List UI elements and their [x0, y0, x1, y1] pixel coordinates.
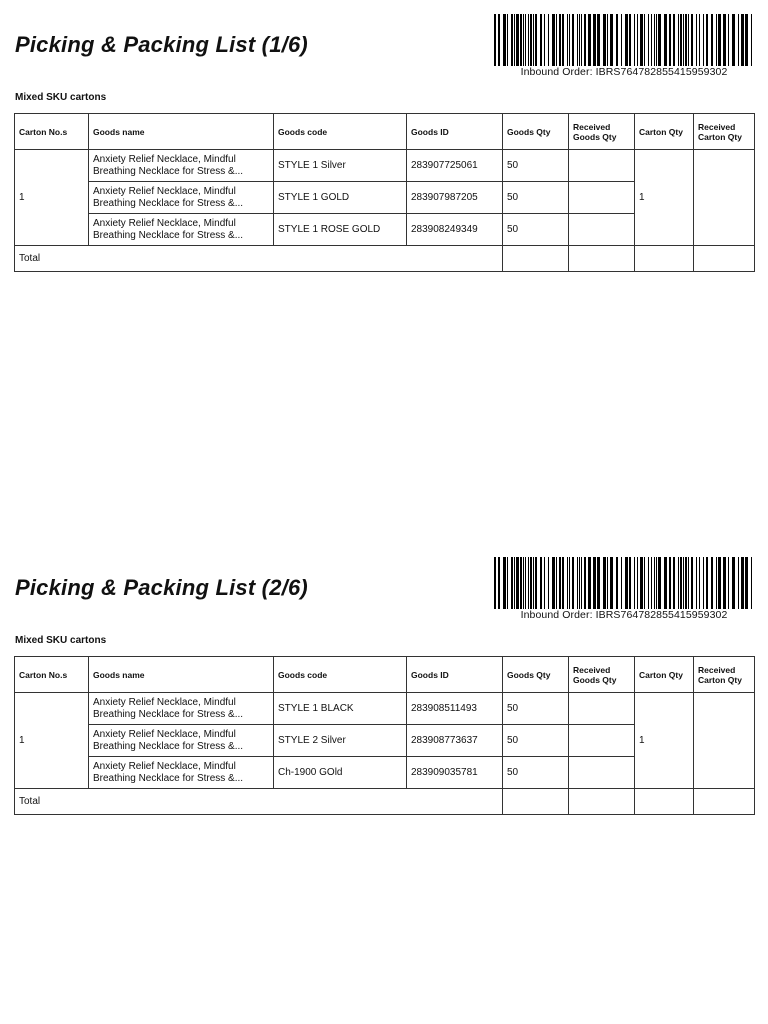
goods-name-cell: [89, 757, 274, 789]
barcode-bar: [610, 557, 613, 609]
section-subtitle: Mixed SKU cartons: [15, 635, 107, 646]
goods-code-cell: STYLE 1 Silver: [274, 150, 407, 182]
barcode-bar: [523, 14, 524, 66]
total-label: Total: [15, 246, 503, 272]
col-header-carton-no: Carton No.s: [15, 657, 89, 693]
barcode-bar: [514, 14, 515, 66]
barcode-bar: [648, 14, 649, 66]
barcode-bar: [678, 14, 679, 66]
barcode-bar: [696, 557, 697, 609]
barcode-bar: [559, 14, 561, 66]
barcode-bar: [723, 557, 726, 609]
barcode-bar: [552, 14, 555, 66]
barcode-bar: [569, 557, 570, 609]
col-header-goods-qty: Goods Qty: [503, 114, 569, 150]
goods-name-line: Breathing Necklace for Stress &...: [93, 772, 244, 784]
received-goods-qty-cell: [569, 725, 635, 757]
table-row: [15, 693, 755, 725]
barcode-bar: [523, 557, 524, 609]
carton-no-cell: 1: [15, 693, 89, 789]
goods-code-cell: STYLE 1 BLACK: [274, 693, 407, 725]
barcode-bar: [577, 14, 578, 66]
packing-list-sheet-1: [0, 0, 768, 300]
goods-name-cell: [89, 693, 274, 725]
barcode-bar: [644, 557, 645, 609]
received-carton-qty-cell: [694, 693, 755, 789]
barcode-bar: [567, 557, 568, 609]
goods-name-line: Anxiety Relief Necklace, Mindful: [93, 760, 236, 772]
barcode-bar: [703, 557, 704, 609]
barcode-bar: [703, 14, 704, 66]
header-line: Carton Qty: [698, 131, 742, 142]
barcode-bar: [651, 14, 652, 66]
barcode-bar: [562, 557, 564, 609]
barcode-bar: [688, 14, 689, 66]
barcode-bar: [544, 14, 545, 66]
barcode-bar: [678, 557, 679, 609]
barcode-bar: [699, 557, 700, 609]
carton-qty-cell: 1: [635, 693, 694, 789]
packing-list-sheet-2: [0, 543, 768, 843]
barcode-bar: [716, 14, 717, 66]
table-row: [15, 150, 755, 182]
barcode-bar: [621, 14, 622, 66]
header-line: Goods Qty: [573, 131, 617, 142]
page-title: Picking & Packing List (2/6): [15, 575, 308, 600]
col-header-received-carton-qty: [694, 657, 755, 693]
received-goods-qty-cell: [569, 693, 635, 725]
total-goods-qty-cell: [503, 789, 569, 815]
barcode-bar: [629, 14, 631, 66]
barcode-bar: [738, 14, 739, 66]
received-goods-qty-cell: [569, 214, 635, 246]
total-carton-qty-cell: [635, 246, 694, 272]
goods-id-cell: 283909035781: [407, 757, 503, 789]
barcode-bar: [654, 14, 655, 66]
barcode-bar: [738, 557, 739, 609]
barcode-bar: [741, 14, 744, 66]
barcode-bar: [629, 557, 631, 609]
goods-name-line: Anxiety Relief Necklace, Mindful: [93, 153, 236, 165]
goods-code-cell: Ch-1900 GOld: [274, 757, 407, 789]
barcode-bar: [525, 14, 526, 66]
barcode-bar: [530, 557, 532, 609]
received-goods-qty-cell: [569, 757, 635, 789]
col-header-goods-code: Goods code: [274, 114, 407, 150]
received-goods-qty-cell: [569, 150, 635, 182]
header-line: Received: [698, 121, 736, 132]
goods-name-line: Anxiety Relief Necklace, Mindful: [93, 696, 236, 708]
barcode-bar: [673, 14, 675, 66]
barcode-bar: [603, 14, 606, 66]
header-line: Received: [573, 121, 611, 132]
barcode-bar: [728, 14, 729, 66]
barcode-bar: [607, 14, 608, 66]
barcode-bar: [579, 14, 580, 66]
barcode-bar: [577, 557, 578, 609]
barcode-bar: [494, 557, 496, 609]
barcode-bar: [656, 14, 657, 66]
goods-id-cell: 283907987205: [407, 182, 503, 214]
barcode-bar: [691, 557, 693, 609]
barcode-bar: [544, 557, 545, 609]
barcode-bar: [528, 14, 529, 66]
barcode-bar: [664, 14, 667, 66]
barcode-bar: [494, 14, 496, 66]
col-header-goods-id: Goods ID: [407, 657, 503, 693]
barcode-bar: [651, 557, 652, 609]
goods-name-line: Breathing Necklace for Stress &...: [93, 708, 244, 720]
barcode-bar: [581, 14, 582, 66]
section-subtitle: Mixed SKU cartons: [15, 92, 107, 103]
barcode-bar: [556, 14, 557, 66]
barcode-bar: [637, 557, 638, 609]
barcode-bar: [567, 14, 568, 66]
header-line: Received: [698, 664, 736, 675]
total-carton-qty-cell: [635, 789, 694, 815]
barcode-bar: [584, 557, 586, 609]
goods-qty-cell: 50: [503, 693, 569, 725]
barcode-bar: [616, 14, 618, 66]
header-line: Received: [573, 664, 611, 675]
barcode-bar: [503, 14, 506, 66]
barcode-bar: [680, 557, 682, 609]
col-header-received-carton-qty: [694, 114, 755, 150]
barcode-image: [494, 557, 754, 609]
barcode-bar: [688, 557, 689, 609]
goods-name-line: Anxiety Relief Necklace, Mindful: [93, 728, 236, 740]
barcode-bar: [548, 557, 549, 609]
barcode-bar: [535, 14, 537, 66]
header-line: Goods Qty: [573, 674, 617, 685]
barcode-bar: [511, 557, 513, 609]
total-received-goods-qty-cell: [569, 789, 635, 815]
goods-id-cell: 283908773637: [407, 725, 503, 757]
received-goods-qty-cell: [569, 182, 635, 214]
total-goods-qty-cell: [503, 246, 569, 272]
goods-name-line: Anxiety Relief Necklace, Mindful: [93, 217, 236, 229]
barcode-bar: [728, 557, 729, 609]
inbound-order-number: Inbound Order: IBRS764782855415959302: [520, 66, 728, 78]
barcode-bar: [711, 14, 713, 66]
barcode-bar: [507, 14, 508, 66]
total-received-carton-qty-cell: [694, 789, 755, 815]
barcode-bar: [648, 557, 649, 609]
barcode-bar: [562, 14, 564, 66]
barcode-bar: [507, 557, 508, 609]
barcode-bar: [658, 557, 661, 609]
goods-qty-cell: 50: [503, 757, 569, 789]
barcode-image: [494, 14, 754, 66]
barcode-bar: [640, 14, 643, 66]
barcode-bar: [634, 557, 635, 609]
barcode-bar: [540, 557, 542, 609]
packing-table: [14, 113, 755, 272]
col-header-received-goods-qty: [569, 114, 635, 150]
barcode-bar: [535, 557, 537, 609]
barcode-bar: [685, 14, 687, 66]
col-header-received-goods-qty: [569, 657, 635, 693]
barcode-bar: [533, 14, 534, 66]
barcode-bar: [584, 14, 586, 66]
barcode-bar: [745, 14, 748, 66]
barcode-bar: [498, 557, 500, 609]
barcode-bar: [706, 14, 708, 66]
barcode-bar: [669, 14, 671, 66]
goods-qty-cell: 50: [503, 725, 569, 757]
goods-qty-cell: 50: [503, 214, 569, 246]
barcode-bar: [745, 557, 748, 609]
goods-code-cell: STYLE 1 GOLD: [274, 182, 407, 214]
barcode-bar: [516, 557, 519, 609]
barcode-bar: [741, 557, 744, 609]
barcode-bar: [593, 14, 596, 66]
barcode-bar: [588, 14, 591, 66]
barcode-bar: [559, 557, 561, 609]
col-header-carton-qty: Carton Qty: [635, 114, 694, 150]
goods-name-cell: [89, 214, 274, 246]
barcode-bar: [520, 557, 522, 609]
barcode-bar: [572, 14, 574, 66]
total-label: Total: [15, 789, 503, 815]
table-header-row: [15, 657, 755, 693]
barcode-bar: [634, 14, 635, 66]
barcode-bar: [723, 14, 726, 66]
col-header-goods-id: Goods ID: [407, 114, 503, 150]
total-received-carton-qty-cell: [694, 246, 755, 272]
goods-qty-cell: 50: [503, 182, 569, 214]
barcode-bar: [658, 14, 661, 66]
goods-id-cell: 283908249349: [407, 214, 503, 246]
barcode-bar: [716, 557, 717, 609]
goods-id-cell: 283907725061: [407, 150, 503, 182]
barcode-bar: [533, 557, 534, 609]
barcode-bar: [556, 557, 557, 609]
col-header-carton-no: Carton No.s: [15, 114, 89, 150]
carton-qty-cell: 1: [635, 150, 694, 246]
barcode-bar: [706, 557, 708, 609]
header-line: Carton Qty: [698, 674, 742, 685]
barcode-bar: [683, 14, 684, 66]
barcode-bar: [644, 14, 645, 66]
goods-name-line: Breathing Necklace for Stress &...: [93, 197, 244, 209]
goods-name-line: Breathing Necklace for Stress &...: [93, 165, 244, 177]
barcode-bar: [498, 14, 500, 66]
barcode-bar: [664, 557, 667, 609]
goods-qty-cell: 50: [503, 150, 569, 182]
barcode-bar: [593, 557, 596, 609]
barcode-bar: [699, 14, 700, 66]
barcode-bar: [621, 557, 622, 609]
col-header-goods-qty: Goods Qty: [503, 657, 569, 693]
col-header-goods-name: Goods name: [89, 114, 274, 150]
table-header-row: [15, 114, 755, 150]
barcode-bar: [718, 557, 721, 609]
barcode-bar: [616, 557, 618, 609]
barcode-bar: [751, 557, 752, 609]
barcode-bar: [552, 557, 555, 609]
barcode-bar: [751, 14, 752, 66]
barcode-bar: [572, 557, 574, 609]
page-title: Picking & Packing List (1/6): [15, 32, 308, 57]
barcode-bar: [528, 557, 529, 609]
barcode-bar: [625, 14, 628, 66]
barcode-bar: [520, 14, 522, 66]
barcode-bar: [673, 557, 675, 609]
barcode-bar: [656, 557, 657, 609]
goods-name-cell: [89, 150, 274, 182]
barcode-bar: [540, 14, 542, 66]
col-header-goods-code: Goods code: [274, 657, 407, 693]
barcode-bar: [637, 14, 638, 66]
barcode-bar: [683, 557, 684, 609]
barcode-bar: [603, 557, 606, 609]
total-row: [15, 789, 755, 815]
barcode-bar: [581, 557, 582, 609]
barcode-bar: [669, 557, 671, 609]
barcode-bar: [548, 14, 549, 66]
barcode-bar: [718, 14, 721, 66]
total-received-goods-qty-cell: [569, 246, 635, 272]
barcode-bar: [696, 14, 697, 66]
barcode-bar: [525, 557, 526, 609]
goods-name-line: Breathing Necklace for Stress &...: [93, 229, 244, 241]
goods-name-cell: [89, 725, 274, 757]
barcode-bar: [685, 557, 687, 609]
goods-code-cell: STYLE 2 Silver: [274, 725, 407, 757]
barcode-bar: [511, 14, 513, 66]
barcode-bar: [597, 14, 600, 66]
total-row: [15, 246, 755, 272]
barcode-bar: [597, 557, 600, 609]
goods-name-line: Breathing Necklace for Stress &...: [93, 740, 244, 752]
barcode-bar: [516, 14, 519, 66]
barcode-bar: [579, 557, 580, 609]
barcode-bar: [607, 557, 608, 609]
barcode-bar: [503, 557, 506, 609]
col-header-carton-qty: Carton Qty: [635, 657, 694, 693]
barcode-bar: [732, 557, 735, 609]
inbound-order-number: Inbound Order: IBRS764782855415959302: [520, 609, 728, 621]
carton-no-cell: 1: [15, 150, 89, 246]
barcode-bar: [625, 557, 628, 609]
barcode-bar: [514, 557, 515, 609]
col-header-goods-name: Goods name: [89, 657, 274, 693]
barcode-bar: [711, 557, 713, 609]
barcode-bar: [640, 557, 643, 609]
packing-table: [14, 656, 755, 815]
barcode-bar: [654, 557, 655, 609]
barcode-bar: [732, 14, 735, 66]
barcode-bar: [530, 14, 532, 66]
received-carton-qty-cell: [694, 150, 755, 246]
goods-name-cell: [89, 182, 274, 214]
goods-id-cell: 283908511493: [407, 693, 503, 725]
barcode-bar: [680, 14, 682, 66]
barcode-bar: [569, 14, 570, 66]
barcode-bar: [610, 14, 613, 66]
barcode-bar: [588, 557, 591, 609]
barcode-bar: [691, 14, 693, 66]
goods-code-cell: STYLE 1 ROSE GOLD: [274, 214, 407, 246]
goods-name-line: Anxiety Relief Necklace, Mindful: [93, 185, 236, 197]
